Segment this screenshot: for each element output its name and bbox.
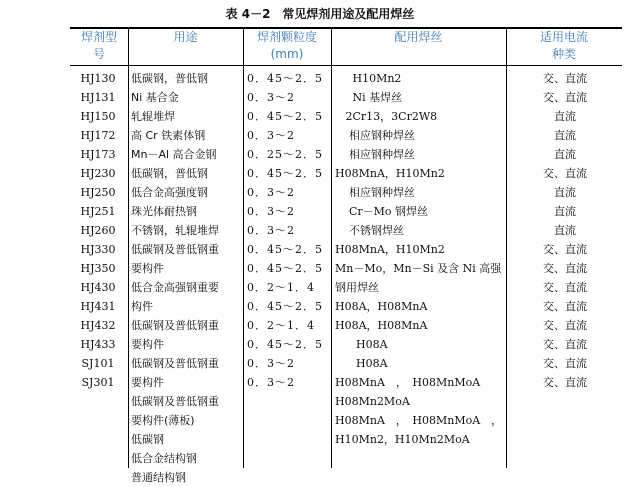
cell-line: H08MnA，H10Mn2 [335,167,445,180]
cell-line: Mn－Al 高合金钢 [131,148,217,161]
cell-line: HJ431 [80,300,116,313]
header-line: 焊剂型 [80,30,117,44]
cell-line: HJ350 [80,262,116,275]
cell-line: 珠光体耐热钢 [131,205,197,218]
header-rule [70,65,622,66]
cell-line: 交、直流 [543,167,587,180]
cell-line: 低碳钢，普低钢 [131,167,208,180]
cell-line: 交、直流 [543,243,587,256]
cell-line: SJ301 [81,376,115,389]
cell-line: 相应钢种焊丝 [335,129,415,142]
cell-line: 钢用焊丝 [335,281,379,294]
column-divider [243,27,244,468]
header-grain-size [243,29,331,63]
cell-line: 0．3～2 [247,186,295,199]
cell-line: 高 Cr 铁素体钢 [131,129,206,142]
cell-line: 0．3～2 [247,205,295,218]
cell-line: HJ433 [80,338,116,351]
header-flux-model [70,29,128,63]
cell-line: HJ250 [80,186,116,199]
cell-line: 要构件(薄板) [131,414,195,427]
cell-line: 低碳钢，普低钢 [131,72,208,85]
cell-line: 0．3～2 [247,224,295,237]
cell-line: Ni 基焊丝 [335,91,403,104]
cell-line: HJ230 [80,167,116,180]
cell-line: 直流 [554,224,576,237]
cell-line: 0．45～2．5 [247,167,323,180]
cell-line: 要构件 [131,338,164,351]
cell-line: 交、直流 [543,319,587,332]
cell-line: H08MnA ， H08MnMoA [335,376,481,389]
cell-line: 直流 [554,205,576,218]
cell-line: 0．25～2．5 [247,148,323,161]
table-title: 表 4－2 常见焊剂用途及配用焊丝 [225,7,415,21]
cell-line: HJ173 [80,148,116,161]
cell-line: 0．45～2．5 [247,110,323,123]
column-divider [128,27,129,468]
cell-line: H10Mn2，H10Mn2MoA [335,433,470,446]
cell-line: 0．2～1．4 [247,281,315,294]
cell-line: 低碳钢及普低钢重 [131,395,219,408]
cell-line: 直流 [554,148,576,161]
grain-size-column [247,69,327,392]
cell-line: 低合金高强钢重要 [131,281,219,294]
cell-line: 不锈钢焊丝 [335,224,404,237]
cell-line: 0．45～2．5 [247,338,323,351]
cell-line: 交、直流 [543,72,587,85]
cell-line: 直流 [554,110,576,123]
cell-line: 0．3～2 [247,357,295,370]
cell-line: 0．3～2 [247,376,295,389]
header-line: 适用电流 [539,30,588,44]
flux-model-column [70,69,126,392]
cell-line: 低碳钢及普低钢重 [131,243,219,256]
cell-line: 0．45～2．5 [247,300,323,313]
cell-line: SJ101 [81,357,115,370]
cell-line: H08Mn2MoA [335,395,410,408]
cell-line: 交、直流 [543,357,587,370]
cell-line: 普通结构钢 [131,471,186,484]
cell-line: 0．3～2 [247,91,295,104]
cell-line: 交、直流 [543,91,587,104]
header-wire [331,29,506,46]
cell-line: HJ130 [80,72,116,85]
cell-line: 0．2～1．4 [247,319,315,332]
cell-line: 直流 [554,186,576,199]
cell-line: 0．3～2 [247,129,295,142]
cell-line: 低合金结构钢 [131,452,197,465]
cell-line: 直流 [554,129,576,142]
cell-line: HJ432 [80,319,116,332]
cell-line: 低合金高强度钢 [131,186,208,199]
cell-line: 低碳钢及普低钢重 [131,319,219,332]
header-line: 号 [92,47,105,61]
cell-line: 不锈钢，轧辊堆焊 [131,224,219,237]
cell-line: 要构件 [131,376,164,389]
cell-line: 构件 [131,300,153,313]
cell-line: H08MnA ， H08MnMoA ， [335,414,503,427]
cell-line: H08A [335,338,388,351]
cell-line: HJ430 [80,281,116,294]
cell-line: Ni 基合金 [131,91,179,104]
cell-line: 相应钢种焊丝 [335,148,415,161]
column-divider [331,27,332,468]
cell-line: 0．45～2．5 [247,243,323,256]
cell-line: HJ150 [80,110,116,123]
header-line: 种类 [551,47,576,61]
cell-line: H08A，H08MnA [335,300,428,313]
cell-line: Cr－Mo 钢焊丝 [335,205,429,218]
cell-line: HJ251 [80,205,116,218]
cell-line: 交、直流 [543,300,587,313]
cell-line: Mn－Mo，Mn－Si 及含 Ni 高强 [335,262,502,275]
cell-line: 交、直流 [543,281,587,294]
cell-line: 0．45～2．5 [247,72,323,85]
cell-line: HJ131 [80,91,116,104]
usage-column [131,69,236,487]
cell-line: 交、直流 [543,262,587,275]
cell-line: 交、直流 [543,338,587,351]
header-current [506,29,622,63]
cell-line: H08A [335,357,388,370]
header-usage [128,29,243,46]
cell-line: 0．45～2．5 [247,262,323,275]
cell-line: HJ260 [80,224,116,237]
cell-line: HJ172 [80,129,116,142]
cell-line: HJ330 [80,243,116,256]
current-column [510,69,620,392]
cell-line: 轧辊堆焊 [131,110,175,123]
header-line: 焊剂颗粒度 [256,30,317,44]
cell-line: 低碳钢 [131,433,164,446]
cell-line: 2Cr13，3Cr2W8 [335,110,438,123]
header-line: 配用焊丝 [394,30,443,44]
header-line: 用途 [173,30,198,44]
cell-line: H08A，H08MnA [335,319,428,332]
cell-line: H08MnA，H10Mn2 [335,243,445,256]
wire-column [335,69,505,449]
cell-line: 要构件 [131,262,164,275]
cell-line: 交、直流 [543,376,587,389]
column-divider [506,27,507,468]
cell-line: 相应钢种焊丝 [335,186,415,199]
cell-line: 低碳钢及普低钢重 [131,357,219,370]
header-line: (mm) [270,47,304,61]
cell-line: H10Mn2 [335,72,402,85]
